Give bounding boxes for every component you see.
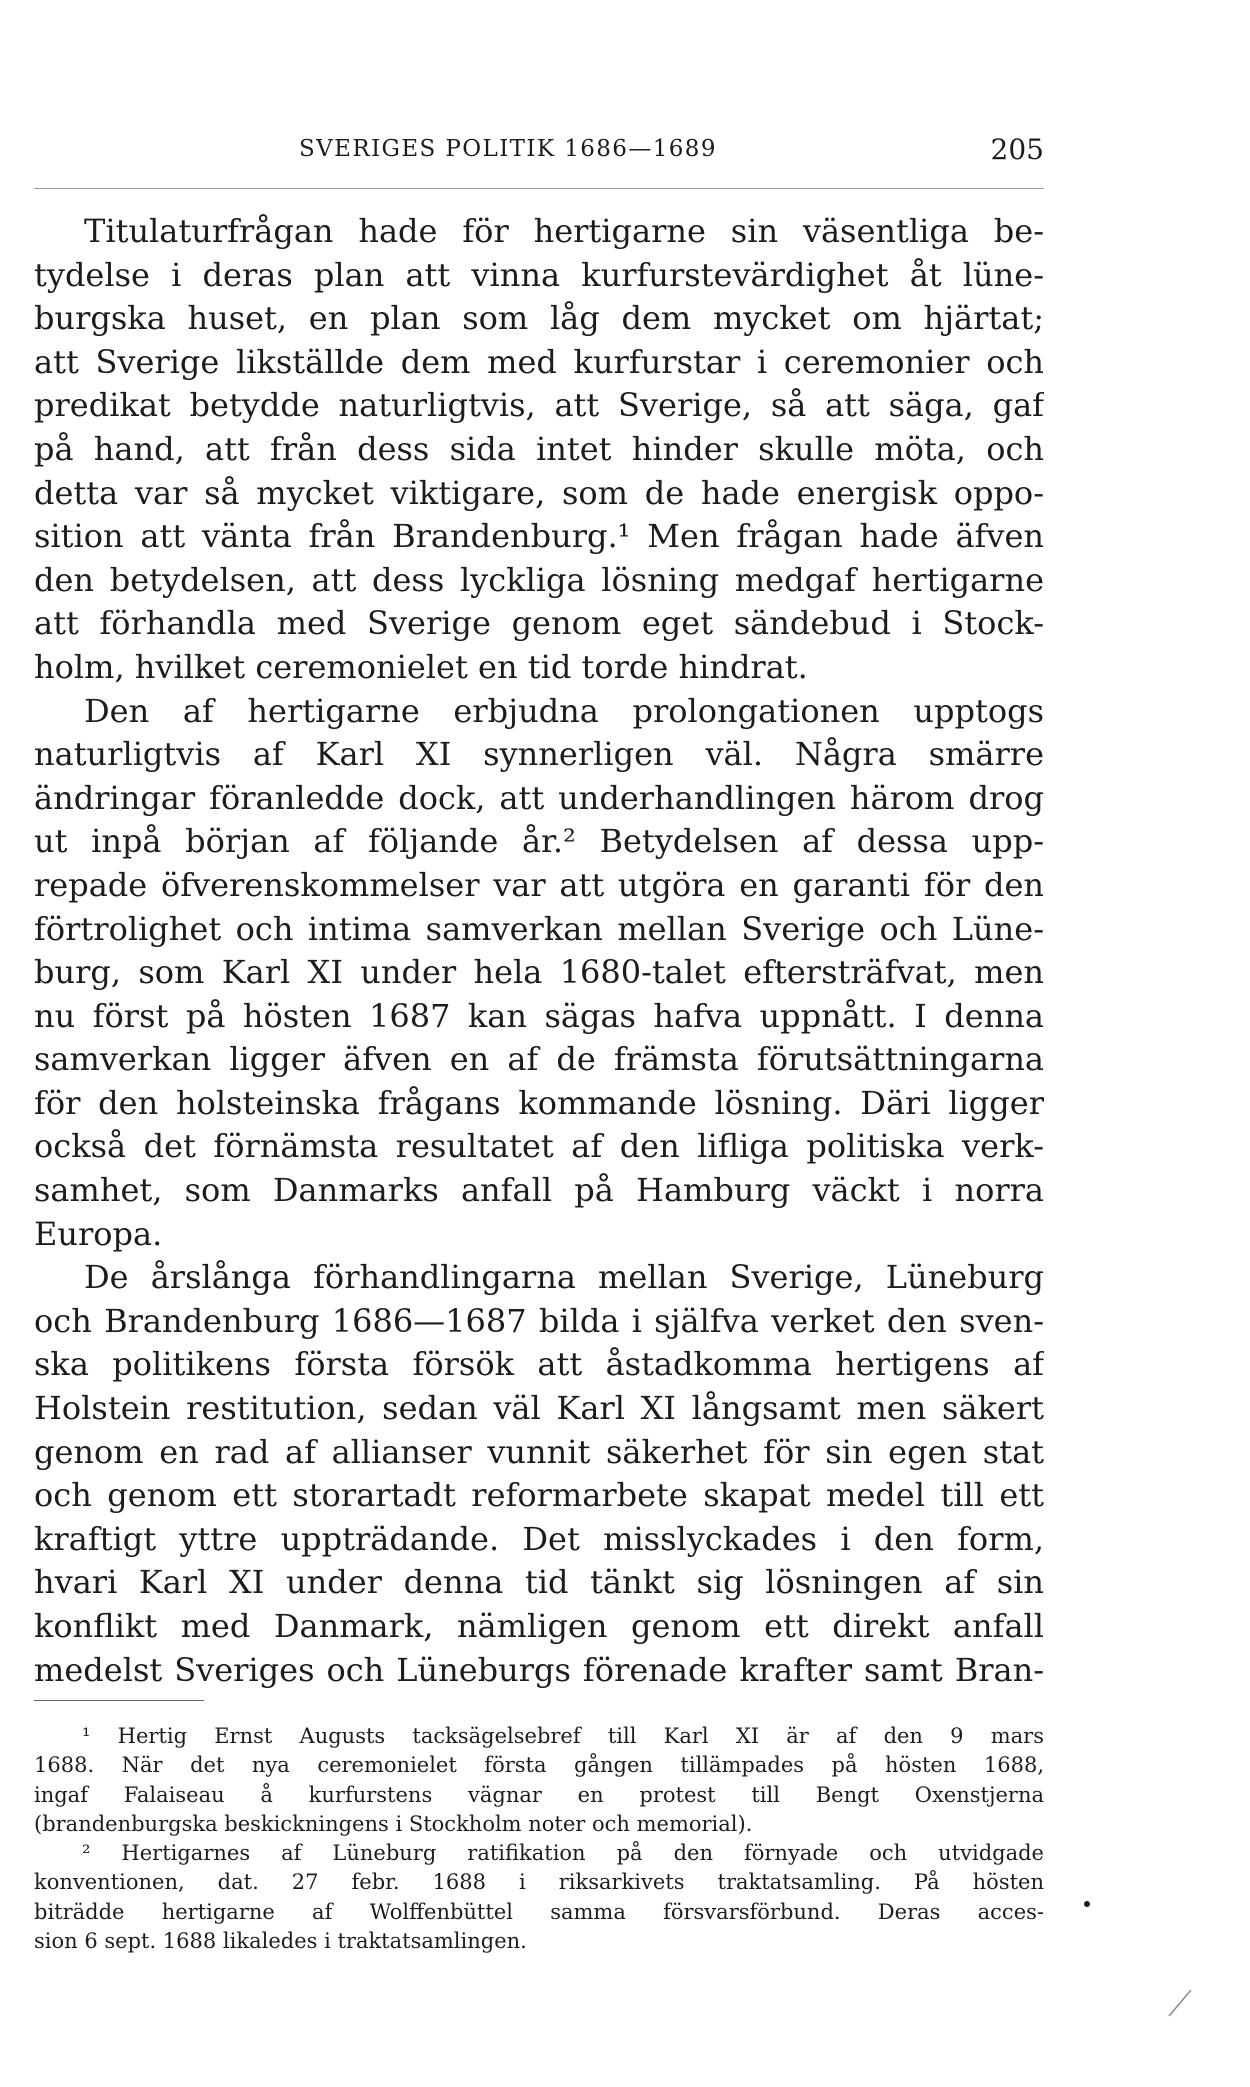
text-line: ska politikens första försök att åstadkomma hertigens af (34, 1345, 1044, 1384)
text-line: för den holsteinska frågans kommande lösning. Däri ligger (34, 1083, 1044, 1122)
text-line: Den af hertigarne erbjudna prolongationen upptogs (84, 691, 1044, 730)
text-line: nu först på hösten 1687 kan sägas hafva uppnått. I denna (34, 996, 1044, 1035)
footnote-line: ¹ Hertig Ernst Augusts tacksägelsebref till Karl XI är af den 9 mars (82, 1724, 1044, 1748)
footnote-line: biträdde hertigarne af Wolffenbüttel samma försvarsförbund. Deras acces- (34, 1899, 1044, 1924)
text-line: tydelse i deras plan att vinna kurfurstevärdighet åt lüne- (34, 255, 1044, 294)
pencil-mark (1166, 1988, 1194, 2018)
footnote-line: ingaf Falaiseau å kurfurstens vägnar en protest till Bengt Oxenstjerna (34, 1782, 1044, 1807)
text-line: ändringar föranledde dock, att underhandlingen härom drog (34, 778, 1044, 817)
footnotes (34, 1722, 1044, 1956)
text-line: att förhandla med Sverige genom eget sändebud i Stock- (34, 604, 1044, 643)
text-line: sition att vänta från Brandenburg.¹ Men frågan hade äfven (34, 517, 1044, 556)
footnote-line: konventionen, dat. 27 febr. 1688 i riksarkivets traktatsamling. På hösten (34, 1870, 1044, 1895)
text-line: De årslånga förhandlingarna mellan Sverige, Lüneburg (84, 1258, 1044, 1297)
text-line: medelst Sveriges och Lüneburgs förenade krafter samt Bran- (34, 1650, 1044, 1689)
ink-dot (1084, 1901, 1090, 1907)
header-rule (34, 188, 1044, 189)
text-line: Europa. (34, 1214, 163, 1253)
text-line: Holstein restitution, sedan väl Karl XI långsamt men säkert (34, 1389, 1044, 1428)
text-line: holm, hvilket ceremonielet en tid torde hindrat. (34, 647, 808, 686)
text-line: den betydelsen, att dess lyckliga lösning medgaf hertigarne (34, 560, 1044, 599)
footnote-line: ² Hertigarnes af Lüneburg ratifikation på den förnyade och utvidgade (82, 1841, 1044, 1866)
footnote-rule (34, 1700, 204, 1701)
text-line: och Brandenburg 1686—1687 bilda i själfva verket den sven- (34, 1301, 1044, 1340)
footnote-line: (brandenburgska beskickningens i Stockholm noter och memorial). (34, 1811, 753, 1836)
text-line: predikat betydde naturligtvis, att Sverige, så att säga, gaf (34, 386, 1044, 425)
text-line: ut inpå början af följande år.² Betydelsen af dessa upp- (34, 822, 1044, 861)
footnote-line: sion 6 sept. 1688 likaledes i traktatsamlingen. (34, 1929, 527, 1954)
text-line: detta var så mycket viktigare, som de hade energisk oppo- (34, 473, 1044, 512)
text-line: att Sverige likställde dem med kurfurstar i ceremonier och (34, 342, 1044, 381)
text-line: hvari Karl XI under denna tid tänkt sig lösningen af sin (34, 1563, 1044, 1602)
text-line: på hand, att från dess sida intet hinder skulle möta, och (34, 429, 1044, 468)
text-line: samverkan ligger äfven en af de främsta förutsättningarna (34, 1040, 1044, 1079)
text-line: repade öfverenskommelser var att utgöra en garanti för den (34, 865, 1044, 904)
text-line: Titulaturfrågan hade för hertigarne sin väsentliga be- (84, 212, 1044, 250)
paragraph-1 (34, 210, 1044, 690)
running-head: SVERIGES POLITIK 1686—1689 (299, 136, 717, 162)
text-line: förtrolighet och intima samverkan mellan Sverige och Lüne- (34, 909, 1044, 948)
text-line: naturligtvis af Karl XI synnerligen väl. Några smärre (34, 735, 1044, 774)
footnote-line: 1688. När det nya ceremonielet första gången tillämpades på hösten 1688, (34, 1753, 1044, 1778)
text-line: och genom ett storartadt reformarbete skapat medel till ett (34, 1476, 1044, 1515)
page-header (34, 133, 1044, 176)
text-line: burgska huset, en plan som låg dem mycket om hjärtat; (34, 299, 1044, 338)
text-line: samhet, som Danmarks anfall på Hamburg väckt i norra (34, 1171, 1044, 1210)
paragraph-3 (34, 1256, 1044, 1692)
text-line: kraftigt yttre uppträdande. Det misslyckades i den form, (34, 1519, 1044, 1558)
paragraph-2 (34, 690, 1044, 1257)
text-line: konflikt med Danmark, nämligen genom ett direkt anfall (34, 1607, 1044, 1645)
text-line: burg, som Karl XI under hela 1680-talet eftersträfvat, men (34, 953, 1044, 992)
text-line: genom en rad af allianser vunnit säkerhet för sin egen stat (34, 1432, 1044, 1471)
footnote-1 (34, 1722, 1044, 1839)
page-number: 205 (990, 133, 1044, 166)
text-line: också det förnämsta resultatet af den lifliga politiska verk- (34, 1127, 1044, 1166)
body-text (34, 210, 1044, 1692)
footnote-2 (34, 1839, 1044, 1956)
